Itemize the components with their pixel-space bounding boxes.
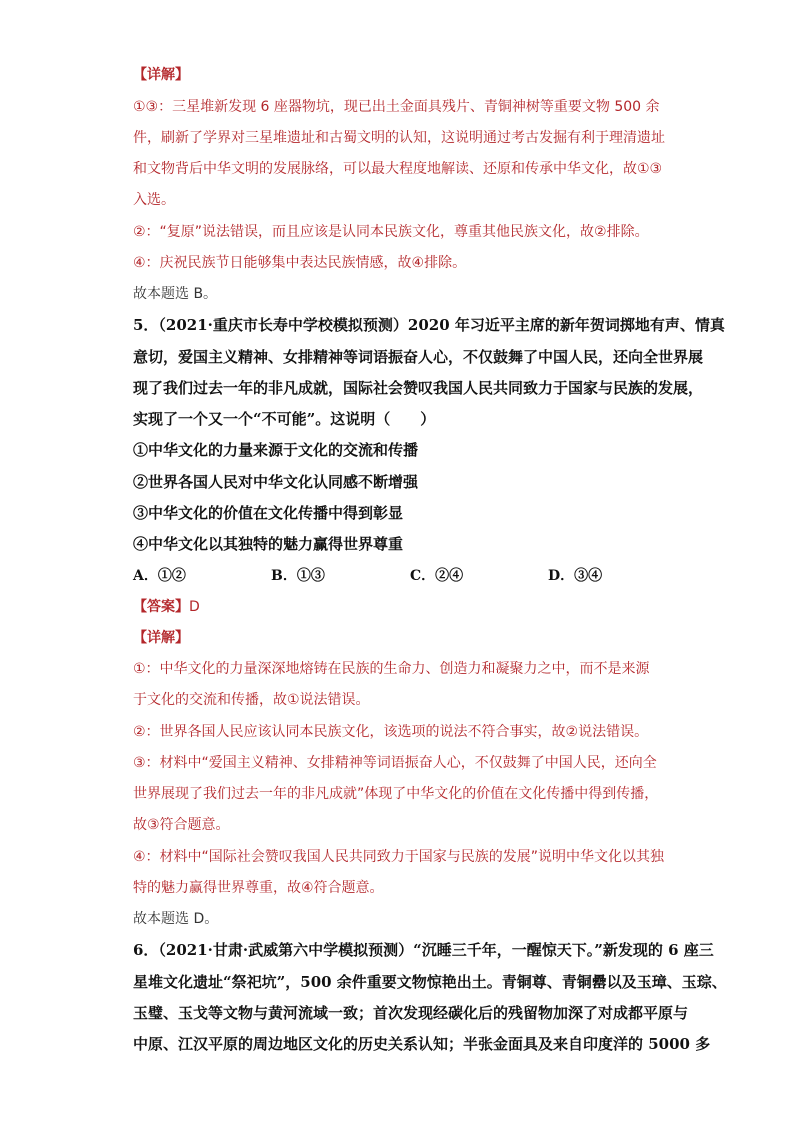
q5-statement: ②世界各国人民对中华文化认同感不断增强 — [133, 473, 419, 491]
q6-stem-line: 星堆文化遗址“祭祀坑”，500 余件重要文物惊艳出土。青铜尊、青铜罍以及玉璋、玉琮、 — [133, 973, 727, 991]
q5-option-c: C．②④ — [410, 568, 464, 584]
q5-conclusion: 故本题选 D。 — [133, 911, 219, 927]
q5-option-a: A．①② — [133, 568, 186, 584]
q5-stem-line: 现了我们过去一年的非凡成就，国际社会赞叹我国人民共同致力于国家与民族的发展， — [133, 379, 704, 397]
q4-detail-line: ①③：三星堆新发现 6 座器物坑，现已出土金面具残片、青铜神树等重要文物 500 余 — [133, 99, 660, 115]
q5-detail-line: ③：材料中“爱国主义精神、女排精神等词语振奋人心，不仅鼓舞了中国人民，还向全 — [133, 755, 657, 771]
q5-answer-value: D — [189, 599, 200, 615]
q4-detail-line: 入选。 — [133, 192, 175, 208]
q5-detail-tag: 【详解】 — [133, 630, 189, 646]
q5-detail-line: 故③符合题意。 — [133, 817, 230, 833]
q6-stem-line: 玉璧、玉戈等文物与黄河流域一致；首次发现经碳化后的残留物加深了对成都平原与 — [133, 1004, 689, 1022]
q5-stem-line: 5．（2021·重庆市长寿中学校模拟预测）2020 年习近平主席的新年贺词掷地有声、情真 — [133, 316, 725, 334]
q4-detail-line: 件，刷新了学界对三星堆遗址和古蜀文明的认知，这说明通过考古发掘有利于理清遗址 — [133, 130, 665, 146]
q5-statement: ④中华文化以其独特的魅力赢得世界尊重 — [133, 535, 404, 553]
q6-stem-line: 6．（2021·甘肃·武威第六中学模拟预测）“沉睡三千年，一醒惊天下。”新发现的 6 座三 — [133, 941, 714, 959]
q5-detail-line: 世界展现了我们过去一年的非凡成就”体现了中华文化的价值在文化传播中得到传播， — [133, 786, 659, 802]
q5-answer-tag: 【答案】 — [133, 599, 189, 615]
q4-detail-line: ④：庆祝民族节日能够集中表达民族情感，故④排除。 — [133, 255, 467, 271]
q4-detail-line: ②：“复原”说法错误，而且应该是认同本民族文化，尊重其他民族文化，故②排除。 — [133, 224, 649, 240]
q5-stem-line: 实现了一个又一个“不可能”。这说明（ ） — [133, 410, 436, 428]
q5-detail-line: ②：世界各国人民应该认同本民族文化，该选项的说法不符合事实，故②说法错误。 — [133, 724, 649, 740]
q5-answer-row — [133, 597, 200, 617]
q4-detail-line: 和文物背后中华文明的发展脉络，可以最大程度地解读、还原和传承中华文化，故①③ — [133, 161, 663, 177]
q5-option-b: B．①③ — [271, 568, 325, 584]
q5-detail-line: 特的魅力赢得世界尊重，故④符合题意。 — [133, 880, 384, 896]
q5-detail-line: ①：中华文化的力量深深地熔铸在民族的生命力、创造力和凝聚力之中，而不是来源 — [133, 661, 650, 677]
q4-conclusion: 故本题选 B。 — [133, 286, 218, 302]
q5-stem-line: 意切，爱国主义精神、女排精神等词语振奋人心，不仅鼓舞了中国人民，还向全世界展 — [133, 348, 704, 366]
q5-detail-line: ④：材料中“国际社会赞叹我国人民共同致力于国家与民族的发展”说明中华文化以其独 — [133, 849, 665, 865]
q5-option-d: D．③④ — [548, 568, 603, 584]
q5-options — [133, 565, 633, 585]
q5-detail-line: 于文化的交流和传播，故①说法错误。 — [133, 692, 370, 708]
q5-statement: ①中华文化的力量来源于文化的交流和传播 — [133, 441, 419, 459]
q5-statement: ③中华文化的价值在文化传播中得到彰显 — [133, 504, 404, 522]
q6-stem-line: 中原、江汉平原的周边地区文化的历史关系认知；半张金面具及来自印度洋的 5000 多 — [133, 1035, 711, 1053]
q4-detail-tag: 【详解】 — [133, 67, 189, 83]
